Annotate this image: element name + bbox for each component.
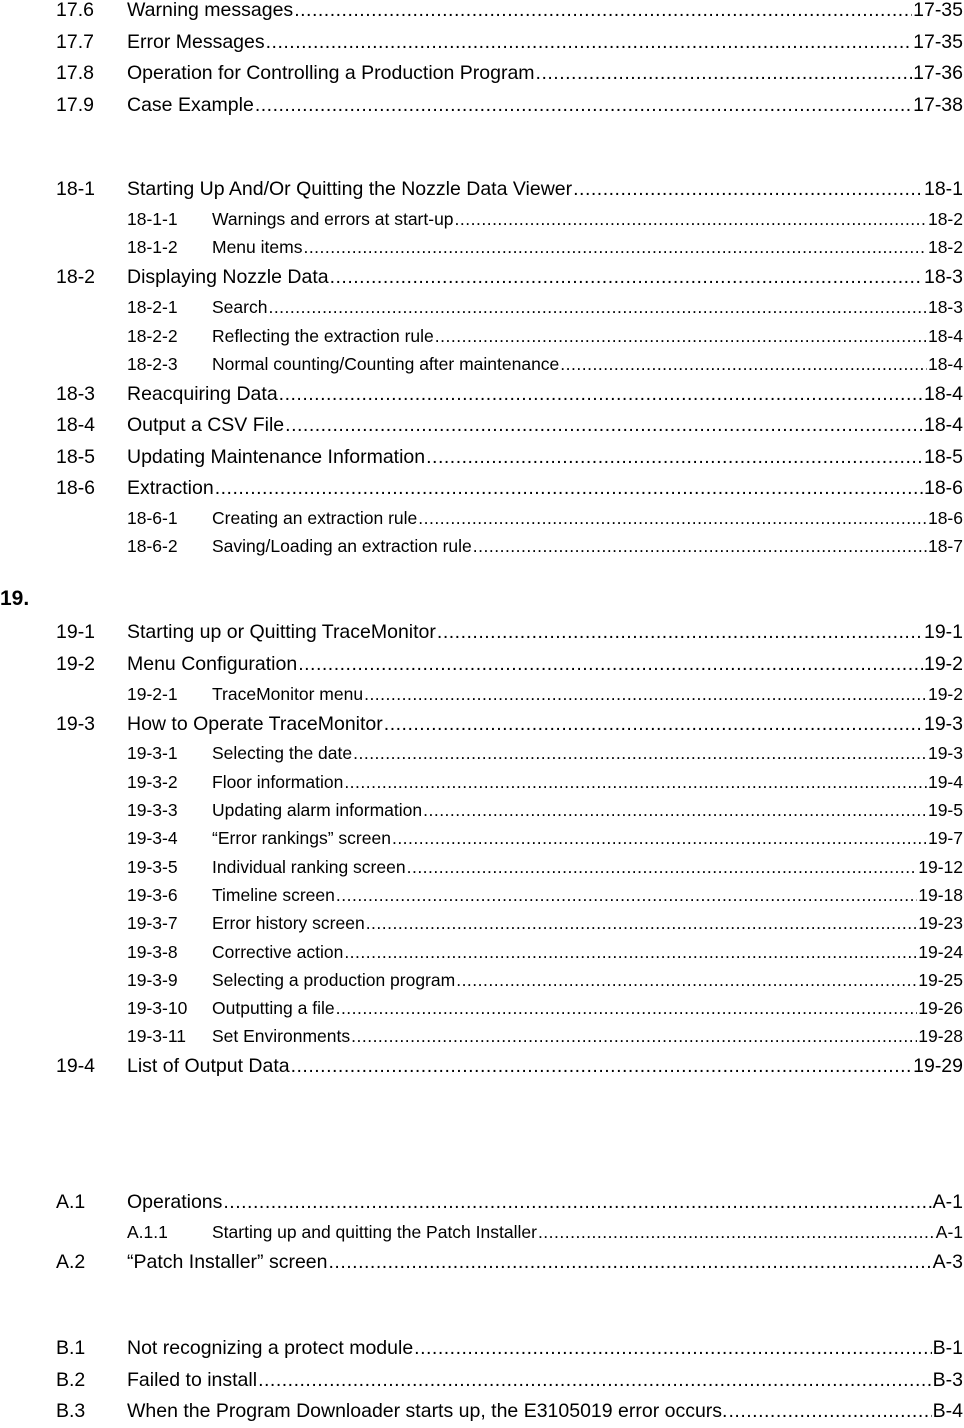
entry-number: B.2 [56,1368,86,1391]
entry-title[interactable]: Warnings and errors at start-up [212,209,454,230]
entry-body [127,1191,963,1214]
entry-body [127,62,963,85]
dot-leader [268,297,927,318]
toc-entry[interactable] [0,966,964,994]
entry-title[interactable]: Not recognizing a protect module [127,1337,414,1360]
entry-title[interactable]: When the Program Downloader starts up, the E3105019 error occurs. [127,1400,728,1423]
entry-body [127,414,963,437]
entry-number: 19-3-8 [127,941,178,962]
entry-body [212,942,963,963]
entry-title[interactable]: Normal counting/Counting after maintenance [212,353,560,374]
entry-page[interactable]: 17-38 [913,93,963,116]
entry-page[interactable]: B-3 [932,1368,963,1391]
entry-title[interactable]: Selecting a production program [212,969,456,990]
dot-leader [426,446,923,469]
toc-section-19 [0,617,964,1083]
entry-number: 18-4 [56,414,96,437]
entry-number: 19-3-1 [127,743,178,764]
entry-title[interactable]: Updating Maintenance Information [127,445,426,468]
entry-number: 17.7 [56,30,94,53]
entry-page[interactable]: 18-4 [927,325,963,346]
entry-number: 19-3-5 [127,856,178,877]
entry-number: 19-2-1 [127,683,178,704]
toc-entry[interactable] [0,1023,964,1051]
entry-page[interactable]: B-1 [932,1337,963,1360]
entry-body [127,383,963,406]
entry-title[interactable]: “Error rankings” screen [212,828,391,849]
dot-leader [473,536,927,557]
entry-title[interactable]: Reflecting the extraction rule [212,325,434,346]
entry-title[interactable]: Search [212,297,268,318]
toc-entry[interactable] [0,708,964,740]
entry-number: 18-6-1 [127,508,178,529]
entry-number: A.2 [56,1251,86,1274]
entry-page[interactable]: 18-2 [927,209,963,230]
entry-number: 17.9 [56,93,94,116]
entry-body [127,1055,963,1078]
dot-leader [336,998,918,1019]
toc-entry[interactable] [0,378,964,410]
entry-page[interactable]: 19-24 [918,941,963,962]
dot-leader [418,508,927,529]
entry-page[interactable]: 19-2 [923,652,963,675]
dot-leader [728,1400,931,1423]
entry-title[interactable]: Corrective action [212,941,344,962]
entry-body [212,326,963,347]
toc-entry[interactable] [0,617,964,649]
entry-body [212,354,963,375]
entry-title[interactable]: Saving/Loading an extraction rule [212,536,472,557]
entry-body [212,857,963,878]
toc-appendix-b [0,1333,964,1428]
entry-number: B.3 [56,1400,86,1423]
dot-leader [435,326,927,347]
toc-entry[interactable] [0,322,964,350]
entry-body [212,1026,963,1047]
entry-title[interactable]: Reacquiring Data [127,382,278,405]
entry-page[interactable]: 17-35 [913,30,963,53]
entry-number: A.1 [56,1191,86,1214]
entry-number: 18-3 [56,382,96,405]
entry-number: 19-3-2 [127,771,178,792]
entry-title[interactable]: Selecting the date [212,743,353,764]
entry-page[interactable]: 18-6 [927,508,963,529]
entry-page[interactable]: 19-3 [923,712,963,735]
dot-leader [364,684,927,705]
entry-title[interactable]: Operations [127,1191,223,1214]
toc-entry[interactable] [0,1365,964,1397]
dot-leader [392,828,927,849]
entry-number: 19-2 [56,652,96,675]
entry-title[interactable]: Starting up and quitting the Patch Installer [212,1222,537,1243]
entry-title[interactable]: Outputting a file [212,998,335,1019]
entry-page[interactable]: 18-4 [923,414,963,437]
entry-body [127,446,963,469]
entry-title[interactable]: Extraction [127,477,214,500]
entry-number: 18-5 [56,445,96,468]
dot-leader [303,237,927,258]
dot-leader [266,31,913,54]
entry-title[interactable]: Updating alarm information [212,800,423,821]
entry-title[interactable]: “Patch Installer” screen [127,1251,328,1274]
entry-page[interactable]: A-1 [935,1222,963,1243]
entry-title[interactable]: Starting up or Quitting TraceMonitor [127,621,436,644]
toc-entry[interactable] [0,740,964,768]
entry-body [127,31,963,54]
entry-number: 19-3-10 [127,998,188,1019]
entry-title[interactable]: Case Example [127,93,254,116]
entry-number: 18-2-3 [127,353,178,374]
entry-number: 19-3 [56,712,96,735]
dot-leader [366,913,918,934]
dot-leader [407,857,918,878]
entry-page[interactable]: 19-4 [927,771,963,792]
toc-appendix-a [0,1187,964,1278]
entry-title[interactable]: Error history screen [212,913,365,934]
dot-leader [223,1191,931,1214]
dot-leader [538,1222,935,1243]
dot-leader [330,266,923,289]
entry-title[interactable]: Warning messages [127,0,294,22]
entry-page[interactable]: 19-18 [918,884,963,905]
entry-body [127,713,963,736]
entry-number: 19-3-3 [127,800,178,821]
dot-leader [573,178,923,201]
entry-body [127,266,963,289]
entry-number: 19-3-9 [127,969,178,990]
entry-title[interactable]: Error Messages [127,30,265,53]
dot-leader [336,885,917,906]
toc-section-18 [0,174,964,561]
entry-body [127,1400,963,1423]
entry-page[interactable]: 19-28 [918,1026,963,1047]
entry-body [212,772,963,793]
dot-leader [344,772,927,793]
entry-page[interactable]: 19-7 [927,828,963,849]
dot-leader [279,383,923,406]
entry-number: 18-2-1 [127,297,178,318]
toc-entry[interactable] [0,853,964,881]
entry-body [212,684,963,705]
entry-page[interactable]: 18-4 [927,353,963,374]
entry-title[interactable]: Timeline screen [212,884,335,905]
entry-page[interactable]: 18-5 [923,445,963,468]
entry-body [212,828,963,849]
entry-title[interactable]: How to Operate TraceMonitor [127,712,383,735]
toc-entry[interactable] [0,649,964,681]
toc-entry[interactable] [0,1396,964,1428]
entry-number: 19-3-6 [127,884,178,905]
entry-body [212,970,963,991]
dot-leader [560,354,927,375]
entry-page[interactable]: A-1 [932,1191,963,1214]
entry-body [127,178,963,201]
entry-page[interactable]: A-3 [932,1251,963,1274]
entry-title[interactable]: TraceMonitor menu [212,683,364,704]
dot-leader [258,1369,932,1392]
entry-number: 17.6 [56,0,94,22]
entry-page[interactable]: 19-23 [918,913,963,934]
entry-title[interactable]: Set Environments [212,1026,351,1047]
entry-title[interactable]: Menu items [212,237,303,258]
dot-leader [329,1251,932,1274]
toc-entry[interactable] [0,294,964,322]
entry-page[interactable]: 18-4 [923,382,963,405]
dot-leader [298,653,923,676]
dot-leader [536,62,913,85]
dot-leader [215,477,923,500]
toc-entry[interactable] [0,994,964,1022]
entry-title[interactable]: Menu Configuration [127,652,298,675]
toc-entry[interactable] [0,504,964,532]
entry-page[interactable]: 18-2 [927,237,963,258]
toc-entry[interactable] [0,234,964,262]
dot-leader [353,743,927,764]
entry-page[interactable]: 19-2 [927,683,963,704]
entry-page[interactable]: 19-26 [918,998,963,1019]
entry-page[interactable]: 19-1 [923,621,963,644]
dot-leader [455,209,927,230]
toc-entry[interactable] [0,938,964,966]
toc-entry[interactable] [0,58,964,90]
entry-number: 18-1-2 [127,237,178,258]
entry-number: A.1.1 [127,1222,168,1243]
entry-page[interactable]: 19-3 [927,743,963,764]
entry-body [212,209,963,230]
toc-entry[interactable] [0,410,964,442]
toc-entry[interactable] [0,1219,964,1247]
entry-page[interactable]: 18-3 [927,297,963,318]
entry-number: 18-2 [56,266,96,289]
entry-number: 19-3-4 [127,828,178,849]
dot-leader [384,713,923,736]
toc-section-17 [0,0,964,121]
entry-body [212,237,963,258]
entry-title[interactable]: Individual ranking screen [212,856,406,877]
entry-body [212,885,963,906]
toc-entry[interactable] [0,206,964,234]
entry-page[interactable]: 18-3 [923,266,963,289]
entry-body [127,621,963,644]
dot-leader [437,621,923,644]
dot-leader [414,1337,931,1360]
entry-page[interactable]: 18-7 [927,536,963,557]
dot-leader [344,942,917,963]
entry-page[interactable]: 18-1 [923,178,963,201]
entry-title[interactable]: List of Output Data [127,1055,290,1078]
entry-number: 19-3-11 [127,1026,187,1047]
entry-number: 17.8 [56,62,94,85]
entry-body [212,998,963,1019]
dot-leader [423,800,927,821]
toc-entry[interactable] [0,881,964,909]
entry-page[interactable]: 19-5 [927,800,963,821]
toc-entry[interactable] [0,796,964,824]
toc-entry[interactable] [0,262,964,294]
dot-leader [285,414,923,437]
entry-number: B.1 [56,1337,86,1360]
entry-body [127,1369,963,1392]
entry-page[interactable]: 19-25 [918,969,963,990]
toc-entry[interactable] [0,533,964,561]
entry-body [127,653,963,676]
entry-body [212,508,963,529]
entry-page[interactable]: 19-12 [918,856,963,877]
entry-body [212,1222,963,1243]
entry-number: 19-1 [56,621,96,644]
entry-page[interactable]: 17-35 [913,0,963,22]
entry-title[interactable]: Output a CSV File [127,414,285,437]
toc-entry[interactable] [0,90,964,122]
entry-body [212,536,963,557]
toc-entry[interactable] [0,0,964,27]
entry-number: 18-2-2 [127,325,178,346]
toc-entry[interactable] [0,473,964,505]
entry-number: 19-4 [56,1055,96,1078]
entry-title[interactable]: Floor information [212,771,344,792]
toc-entry[interactable] [0,825,964,853]
entry-title[interactable]: Failed to install [127,1368,258,1391]
entry-number: 18-6-2 [127,536,178,557]
entry-title[interactable]: Displaying Nozzle Data [127,266,329,289]
dot-leader [351,1026,917,1047]
entry-body [212,800,963,821]
entry-body [212,743,963,764]
toc-entry[interactable] [0,768,964,796]
toc-entry[interactable] [0,1051,964,1083]
chapter-heading: 19. [0,587,30,610]
dot-leader [291,1055,913,1078]
entry-page[interactable]: B-4 [932,1400,963,1423]
entry-number: 18-1 [56,178,96,201]
entry-body [127,0,963,22]
entry-number: 18-1-1 [127,209,178,230]
entry-body [127,94,963,117]
entry-body [212,297,963,318]
toc-entry[interactable] [0,1187,964,1219]
dot-leader [255,94,912,117]
entry-title[interactable]: Starting Up And/Or Quitting the Nozzle Data Viewer [127,178,573,201]
toc-entry[interactable] [0,1333,964,1365]
entry-body [127,477,963,500]
entry-body [212,913,963,934]
entry-body [127,1337,963,1360]
toc-entry[interactable] [0,27,964,59]
entry-page[interactable]: 19-29 [913,1055,963,1078]
entry-page[interactable]: 17-36 [913,62,963,85]
entry-page[interactable]: 18-6 [923,477,963,500]
entry-title[interactable]: Operation for Controlling a Production Program [127,62,535,85]
toc-entry[interactable] [0,174,964,206]
toc-entry[interactable] [0,910,964,938]
entry-body [127,1251,963,1274]
toc-entry[interactable] [0,441,964,473]
entry-number: 19-3-7 [127,913,178,934]
dot-leader [294,0,912,22]
entry-number: 18-6 [56,477,96,500]
dot-leader [456,970,917,991]
toc-entry[interactable] [0,350,964,378]
entry-title[interactable]: Creating an extraction rule [212,508,418,529]
toc-entry[interactable] [0,1247,964,1279]
toc-entry[interactable] [0,680,964,708]
